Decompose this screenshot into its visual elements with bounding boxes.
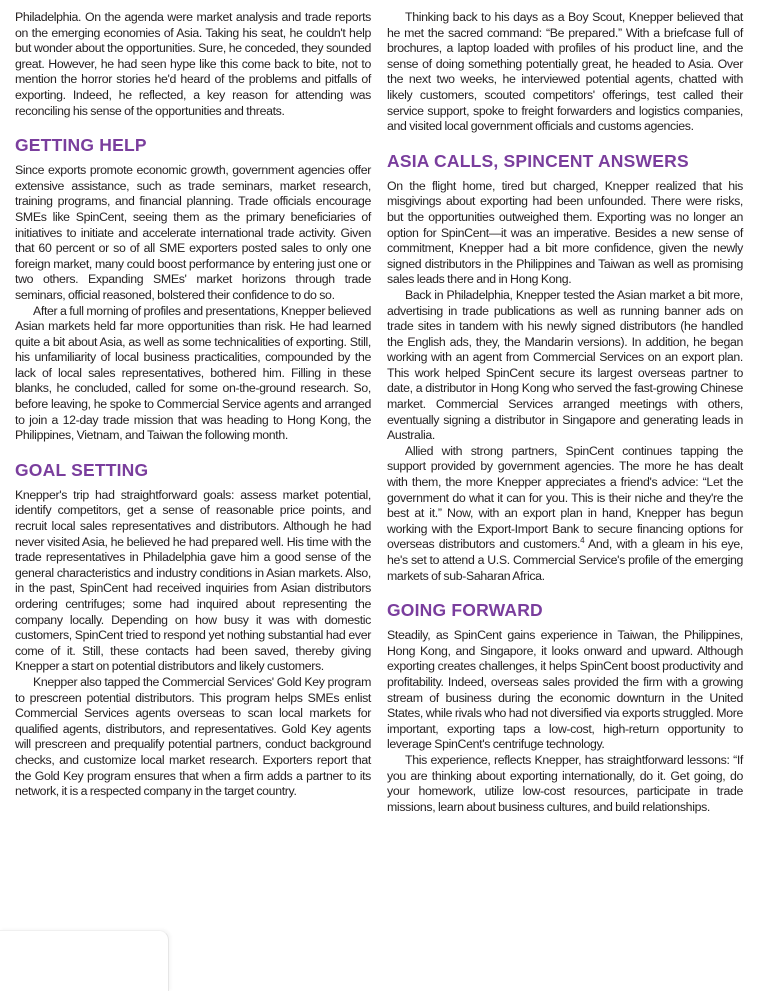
paragraph: On the flight home, tired but charged, Knepper realized that his misgivings about exporting had been unfounded. There were risks, but the opportunities outweighed them. Exporting was no longer an option for SpinCent—it was an imperative. Besides a new sense of commitment, Knepper had a bit more confidence, given the newly signed distributors in the Philippines and Taiwan as well as promising sales leads there and in Hong Kong.	[387, 178, 743, 287]
page-edge	[0, 930, 169, 991]
section-heading-getting-help: GETTING HELP	[15, 135, 147, 156]
section-heading-goal-setting: GOAL SETTING	[15, 459, 149, 480]
paragraph: Since exports promote economic growth, government agencies offer extensive assistance, such as trade seminars, market research, training programs, and financial planning. Trade officials encourage SMEs like SpinCent, seeing them as the primary beneficiaries of initiatives to initiate and accelerate international trade activity. Given that 60 percent or so of all SME exporters posted sales to only one foreign market, many could boost performance by entering just one or two others. Expanding SMEs' market horizons through trade seminars, official reasoned, bolstered their confidence to do so.	[15, 163, 371, 302]
paragraph: Steadily, as SpinCent gains experience in Taiwan, the Philippines, Hong Kong, and Singapore, it looks onward and upward. Although exporting creates challenges, it helps SpinCent boost productivity and profitability. Indeed, overseas sales provided the firm with a growing stream of business during the economic downturn in the United States, while rivals who had not diversified via exports struggled. More important, exporting taps a low-cost, high-return opportunity to leverage SpinCent's centrifuge technology.	[387, 628, 743, 752]
paragraph: Knepper's trip had straightforward goals: assess market potential, identify competitors, get a sense of reasonable price points, and recruit local sales representatives and distributors. Although he had never visited Asia, he believed he had prepared well. His time with the trade representatives in Philadelphia gave him a good sense of the general characteristics and industry conditions in Asian markets. Also, in the past, SpinCent had received inquiries from Asian distributors ordering centrifuges; some had inquired about representing the company locally. Depending on how busy it was with domestic customers, SpinCent tried to respond yet nothing substantial had ever come of it. Still, these contacts had been saved, thereby giving Knepper a start on potential distributors and likely customers.	[15, 487, 371, 674]
paragraph	[387, 444, 743, 584]
right-column	[387, 10, 743, 815]
paragraph: Philadelphia. On the agenda were market analysis and trade reports on the emerging economies of Asia. Taking his seat, he couldn't help but wonder about the opportunities. Sure, he conceded, they sounded great. However, he had seen hype like this come back to bite, not to mention the horror stories he'd heard of the problems and pitfalls of exporting. Indeed, he reflected, a key reason for attending was reconciling his sense of the opportunities and threats.	[15, 10, 371, 118]
section-heading-going-forward: GOING FORWARD	[387, 600, 543, 621]
paragraph: Back in Philadelphia, Knepper tested the Asian market a bit more, advertising in trade publications as well as running banner ads on trade sites in tandem with his newly signed distributors (he handled the English ads, they, the Mandarin versions). In addition, he began working with an agent from Commercial Services on an export plan. This work helped SpinCent secure its largest overseas partner to date, a distributor in Hong Kong who served the fast-growing Chinese market. Commercial Services arranged meetings with others, eventually signing a distributor in Singapore and generating leads in Australia.	[387, 287, 743, 443]
paragraph: Thinking back to his days as a Boy Scout, Knepper believed that he met the sacred command: “Be prepared.” With a briefcase full of brochures, a laptop loaded with profiles of his product line, and the sense of doing something potentially great, he headed to Asia. Over the next two weeks, he interviewed potential agents, chatted with likely customers, scouted competitors' offerings, test called their service support, spoke to freight forwarders and logistics companies, and visited local government officials and customs agencies.	[387, 10, 743, 134]
paragraph: After a full morning of profiles and presentations, Knepper believed Asian markets held far more opportunities than risk. He had learned quite a bit about Asia, as well as some technicalities of exporting. Still, his unfamiliarity of local business practicalities, compounded by the lack of local sales representatives, bothered him. Filling in these blanks, he concluded, called for some on-the-ground research. So, before leaving, he spoke to Commercial Service agents and arranged to join a 12-day trade mission that was heading to Hong Kong, the Philippines, Vietnam, and Taiwan the following month.	[15, 303, 371, 443]
footnote-marker[interactable]: 4	[580, 536, 585, 546]
paragraph-text: And, with a gleam in his eye, he's set to attend a U.S. Commercial Service's profile of the emerging markets of sub-Saharan Africa.	[387, 537, 743, 583]
section-heading-asia-calls: ASIA CALLS, SPINCENT ANSWERS	[387, 150, 689, 171]
paragraph-text: Allied with strong partners, SpinCent continues tapping the support provided by government agencies. The more he has dealt with them, the more Knepper appreciates a friend's advice: “Let the government do what it can for you. This is their niche and they're the best at it.” Now, with an export plan in hand, Knepper has begun working with the Export-Import Bank to secure financing options for overseas distributors and customers.	[387, 443, 743, 552]
paragraph: Knepper also tapped the Commercial Services' Gold Key program to prescreen potential distributors. This program helps SMEs enlist Commercial Services agents overseas to scan local markets for qualified agents, distributors, and representatives. Gold Key agents will prescreen and prequalify potential partners, conduct background checks, and customize local market research. Exporters report that the Gold Key program ensures that when a firm adds a partner to its network, it is a respected company in the target country.	[15, 674, 371, 799]
paragraph: This experience, reflects Knepper, has straightforward lessons: “If you are thinking about exporting internationally, do it. Get going, do your homework, utilize low-cost resources, participate in trade missions, learn about business cultures, and build relationships.	[387, 752, 743, 814]
left-column	[15, 10, 371, 800]
